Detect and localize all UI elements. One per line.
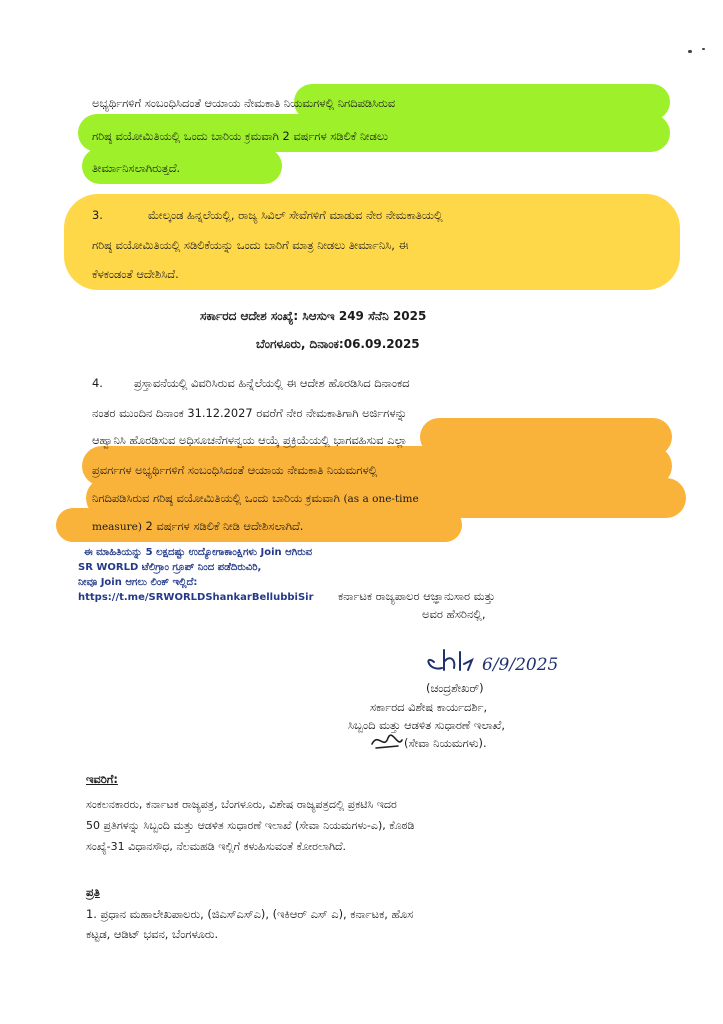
- promo-link[interactable]: https://t.me/SRWORLDShankarBellubbiSir: [78, 592, 314, 603]
- para-4-line-6: [92, 518, 303, 535]
- order-number: ಸರ್ಕಾರದ ಆದೇಶ ಸಂಖ್ಯೆ: ಸಿಆಸುಇ 249 ಸೆನೆನಿ 2025: [200, 309, 427, 323]
- promo-line-1: ಈ ಮಾಹಿತಿಯನ್ನು 5 ಲಕ್ಷದಷ್ಟು ಉದ್ಯೋಗಾಕಾಂಕ್ಷಿಗಳು Join ಆಗಿರುವ: [84, 547, 313, 558]
- para-prev-line-1: ಅಭ್ಯರ್ಥಿಗಳಿಗೆ ಸಂಬಂಧಿಸಿದಂತೆ ಆಯಾಯ ನೇಮಕಾತಿ ನಿಯಮಗಳಲ್ಲಿ ನಿಗದಿಪಡಿಸಿರುವ: [92, 96, 396, 110]
- recipients-line-3: ಸಂಖ್ಯೆ-31 ವಿಧಾನಸೌಧ, ನೆಲಮಹಡಿ ಇಲ್ಲಿಗೆ ಕಳುಹಿಸುವಂತೆ ಕೋರಲಾಗಿದೆ.: [86, 840, 347, 853]
- para-4-number: 4.: [92, 376, 103, 390]
- recipients-line-2: 50 ಪ್ರತಿಗಳನ್ನು ಸಿಬ್ಬಂದಿ ಮತ್ತು ಆಡಳಿತ ಸುಧಾರಣೆ ಇಲಾಖೆ (ಸೇವಾ ನಿಯಮಗಳು-ಎ), ಕೊಠಡಿ: [86, 819, 415, 832]
- para-4-line-4: ಪ್ರವರ್ಗಗಳ ಅಭ್ಯರ್ಥಿಗಳಿಗೆ ಸಂಬಂಧಿಸಿದಂತೆ ಆಯಾಯ ನೇಮಕಾತಿ ನಿಯಮಗಳಲ್ಲಿ: [92, 463, 378, 477]
- scan-speck: [688, 50, 692, 53]
- copy-heading: ಪ್ರತಿ: [86, 885, 100, 899]
- signatory-name: (ಚಂದ್ರಶೇಖರ್): [426, 681, 484, 695]
- para-4-line-2: ನಂತರ ಮುಂದಿನ ದಿನಾಂಕ 31.12.2027 ರವರೆಗೆ ನೇರ ನೇಮಕಾತಿಗಾಗಿ ಅರ್ಜಿಗಳನ್ನು: [92, 406, 408, 420]
- para-prev-line-2: ಗರಿಷ್ಠ ವಯೋಮಿತಿಯಲ್ಲಿ ಒಂದು ಬಾರಿಯ ಕ್ರಮವಾಗಿ 2 ವರ್ಷಗಳ ಸಡಿಲಿಕೆ ನೀಡಲು: [92, 129, 388, 143]
- initials-scribble: [368, 730, 406, 752]
- signatory-title-2: ಸಿಬ್ಬಂದಿ ಮತ್ತು ಆಡಳಿತ ಸುಧಾರಣೆ ಇಲಾಖೆ,: [348, 718, 505, 732]
- para-3-line-1: ಮೇಲ್ಕಂಡ ಹಿನ್ನಲೆಯಲ್ಲಿ, ರಾಜ್ಯ ಸಿವಿಲ್ ಸೇವೆಗಳಿಗೆ ಮಾಡುವ ನೇರ ನೇಮಕಾತಿಯಲ್ಲಿ: [148, 208, 443, 222]
- promo-line-3: ನೀವೂ Join ಆಗಲು ಲಿಂಕ್ ಇಲ್ಲಿದೆ:: [78, 577, 198, 588]
- para-prev-line-3: ತೀರ್ಮಾನಿಸಲಾಗಿರುತ್ತದೆ.: [92, 161, 181, 175]
- recipients-line-1: ಸಂಕಲನಕಾರರು, ಕರ್ನಾಟಕ ರಾಜ್ಯಪತ್ರ, ಬೆಂಗಳೂರು, ವಿಶೇಷ ರಾಜ್ಯಪತ್ರದಲ್ಲಿ ಪ್ರಕಟಿಸಿ ಇದರ: [86, 798, 397, 811]
- initials-stroke: [372, 735, 402, 748]
- recipients-heading: ಇವರಿಗೆ:: [86, 772, 118, 786]
- promo-line-2: SR WORLD ಟೆಲಿಗ್ರಾಂ ಗ್ರೂಪ್ ನಿಂದ ಪಡೆದಿರುವಿರಿ,: [78, 562, 262, 573]
- scan-speck: [702, 48, 705, 50]
- order-place-date: ಬೆಂಗಳೂರು, ದಿನಾಂಕ:06.09.2025: [256, 337, 420, 351]
- para-4-line-5: [92, 490, 419, 507]
- governor-line-1: ಕರ್ನಾಟಕ ರಾಜ್ಯಪಾಲರ ಆಜ್ಞಾನುಸಾರ ಮತ್ತು: [338, 589, 496, 603]
- signatory-title-1: ಸರ್ಕಾರದ ವಿಶೇಷ ಕಾರ್ಯದರ್ಶಿ,: [370, 700, 488, 714]
- para-4-line-6-kannada: 2 ವರ್ಷಗಳ ಸಡಿಲಿಕೆ ನೀಡಿ ಆದೇಶಿಸಲಾಗಿದೆ.: [145, 519, 304, 533]
- para-4-line-1: ಪ್ರಸ್ತಾವನೆಯಲ್ಲಿ ವಿವರಿಸಿರುವ ಹಿನ್ನೆಲೆಯಲ್ಲಿ ಈ ಆದೇಶ ಹೊರಡಿಸಿದ ದಿನಾಂಕದ: [134, 376, 410, 390]
- signature-stroke: [428, 650, 472, 670]
- para-4-line-5-kannada: ನಿಗದಿಪಡಿಸಿರುವ ಗರಿಷ್ಠ ವಯೋಮಿತಿಯಲ್ಲಿ ಒಂದು ಬಾರಿಯ ಕ್ರಮವಾಗಿ: [92, 491, 340, 505]
- para-3-line-3: ಕೆಳಕಂಡಂತೆ ಆದೇಶಿಸಿದೆ.: [92, 267, 179, 281]
- copy-line-2: ಕಟ್ಟಡ, ಆಡಿಟ್ ಭವನ, ಬೆಂಗಳೂರು.: [86, 927, 219, 941]
- para-4-line-5-english: (as a one-time: [343, 493, 419, 505]
- para-3-line-2: ಗರಿಷ್ಠ ವಯೋಮಿತಿಯಲ್ಲಿ ಸಡಿಲಿಕೆಯನ್ನು ಒಂದು ಬಾರಿಗೆ ಮಾತ್ರ ನೀಡಲು ತೀರ್ಮಾನಿಸಿ, ಈ: [92, 238, 409, 252]
- signature-date: 6/9/2025: [482, 655, 559, 675]
- copy-line-1: 1. ಪ್ರಧಾನ ಮಹಾಲೇಖಪಾಲರು, (ಜಿಎಸ್ಎಸ್ಎ), (ಇಕಿಆರ್ ಎಸ್ ಎ), ಕರ್ನಾಟಕ, ಹೊಸ: [86, 907, 414, 921]
- signature-scribble: [420, 642, 620, 682]
- para-4-line-3: ಆಹ್ವಾನಿಸಿ ಹೊರಡಿಸುವ ಅಧಿಸೂಚನೆಗಳನ್ವಯ ಆಯ್ಕೆ ಪ್ರಕ್ರಿಯೆಯಲ್ಲಿ ಭಾಗವಹಿಸುವ ಎಲ್ಲಾ: [92, 433, 408, 447]
- governor-line-2: ಅವರ ಹೆಸರಿನಲ್ಲಿ,: [422, 607, 486, 621]
- para-3-number: 3.: [92, 208, 103, 222]
- para-4-line-6-english: measure): [92, 521, 142, 533]
- signatory-title-3: (ಸೇವಾ ನಿಯಮಗಳು).: [404, 736, 487, 750]
